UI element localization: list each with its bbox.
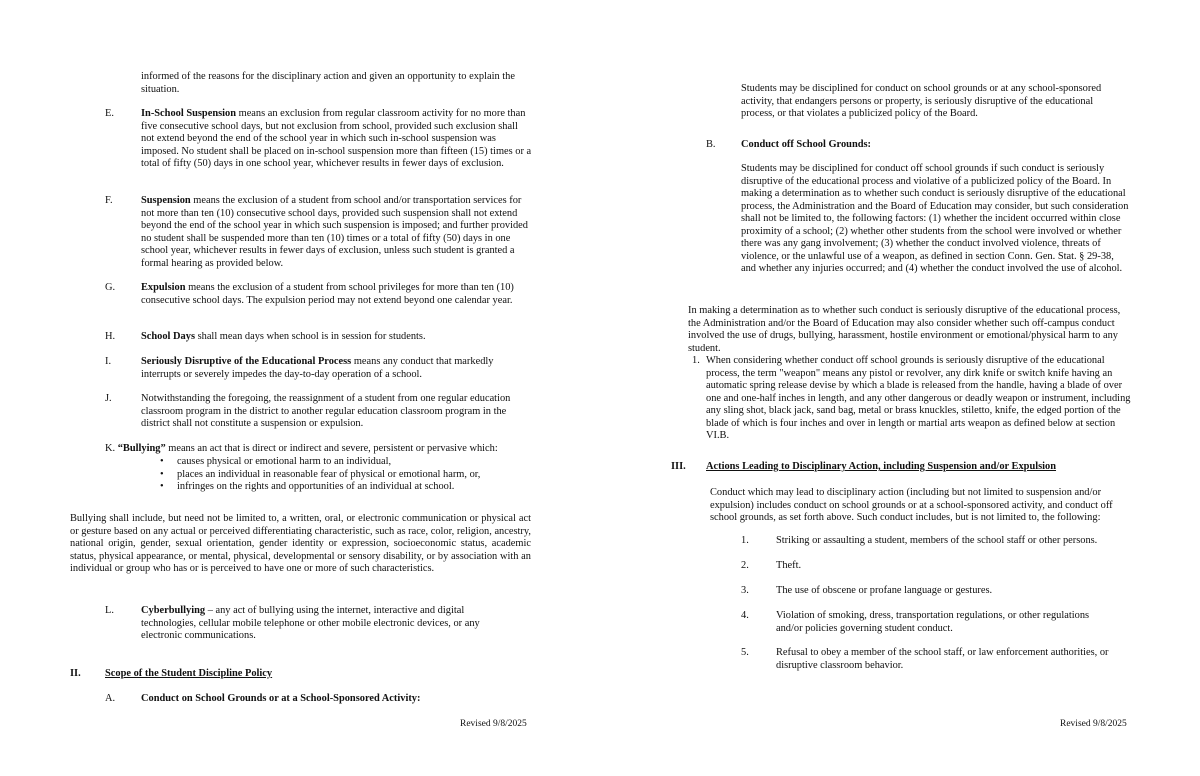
intro-paragraph: informed of the reasons for the disciplinary action and given an opportunity to explain the situation.: [141, 71, 515, 95]
term: School Days: [141, 331, 195, 342]
item-number: 1.: [692, 355, 700, 366]
subsection-title: Conduct on School Grounds or at a School-Sponsored Activity:: [141, 693, 421, 704]
term: Cyberbullying: [141, 605, 206, 616]
list-item: Refusal to obey a member of the school staff, or law enforcement authorities, or disruptive classroom behavior.: [776, 647, 1109, 671]
definition-text: means the exclusion of a student from school privileges for more than ten (10) consecutive school days. The expulsion period may not extend beyond one calendar year.: [141, 282, 514, 306]
section-title: Scope of the Student Discipline Policy: [105, 668, 273, 679]
term: In-School Suspension: [141, 108, 237, 119]
bullet-item: • causes physical or emotional harm to an individual,: [177, 456, 537, 469]
item-label: H.: [105, 331, 116, 342]
definition-text: means an act that is direct or indirect and severe, persistent or pervasive which:: [165, 443, 498, 454]
page-footer-revised: Revised 9/8/2025: [460, 719, 527, 729]
list-item: Striking or assaulting a student, members of the school staff or other persons.: [776, 535, 1098, 546]
conduct-list-intro: Conduct which may lead to disciplinary action (including but not limited to suspension and/or expulsion) includes conduct on school grounds or at a school-sponsored activity, and conduct off school grounds, as set forth above. Such conduct includes, but is not limited to, the following:: [710, 487, 1113, 523]
list-item: The use of obscene or profane language or gestures.: [776, 585, 993, 596]
list-number: 1.: [741, 535, 749, 546]
page-footer-revised: Revised 9/8/2025: [1060, 719, 1127, 729]
item-label: E.: [105, 108, 114, 119]
term: “Bullying”: [117, 443, 166, 454]
definition-text: means any conduct that markedly interrupts or severely impedes the day-to-day operation of a school.: [141, 356, 494, 380]
definition-text: means the exclusion of a student from school and/or transportation services for not more than ten (10) consecutive school days, provided such suspension shall not extend beyond the end of the school year in which such suspension is imposed; and further provided no student shall be suspended more than ten (10) times or a total of fifty (50) days in one school year, whichever results in fewer days of exclusion, unless such student is granted a formal hearing as provided below.: [141, 195, 528, 269]
list-item: Violation of smoking, dress, transportation regulations, or other regulations and/or policies governing student conduct.: [776, 610, 1090, 634]
definition-text: Notwithstanding the foregoing, the reassignment of a student from one regular education classroom program in the district to another regular education classroom program in the district shall not constitute a suspension or expulsion.: [141, 393, 511, 429]
conduct-off-grounds-paragraph: Students may be disciplined for conduct off school grounds if such conduct is seriously disruptive of the educational process and violative of a publicized policy of the Board. In making a determination as to whether such conduct is seriously disruptive of the educational process, the Administration and the Board of Education may consider, but such consideration shall not be limited to, the following factors: (1) whether the incident occurred within close proximity of a school; (2) whether other students from the school were involved or whether there was any gang involvement; (3) whether the conduct involved violence, threats of violence, or the unlawful use of a weapon, as defined in section Conn. Gen. Stat. § 29-38, and whether any injuries occurred; and (4) whether the conduct involved the use of alcohol.: [741, 163, 1129, 274]
bullying-bullet-list: [177, 456, 537, 494]
subsection-label: B.: [706, 139, 716, 150]
list-number: 3.: [741, 585, 749, 596]
subsection-title: Conduct off School Grounds:: [741, 139, 872, 150]
term: Suspension: [141, 195, 191, 206]
item-label: L.: [105, 605, 114, 616]
term: Expulsion: [141, 282, 186, 293]
item-label: F.: [105, 195, 113, 206]
document-page-right: [600, 0, 1200, 776]
item-label: K.: [105, 443, 116, 454]
definition-text: – any act of bullying using the internet, interactive and digital technologies, cellular mobile telephone or other mobile electronic devices, or any electronic communications.: [141, 605, 480, 641]
list-number: 4.: [741, 610, 749, 621]
item-label: J.: [105, 393, 112, 404]
bullying-paragraph: Bullying shall include, but need not be limited to, a written, oral, or electronic communication or physical act or gesture based on any actual or perceived differentiating characteristic, such as race, color, religion, ancestry, national origin, gender, sexual orientation, gender identity or expression, socioeconomic status, academic status, physical appearance, or mental, physical, developmental or sensory disability, or by association with an individual or group who has or is perceived to have one or more of such characteristics.: [70, 513, 531, 574]
bullet-item: • infringes on the rights and opportunities of an individual at school.: [177, 481, 537, 494]
list-number: 5.: [741, 647, 749, 658]
bullet-item: • places an individual in reasonable fear of physical or emotional harm, or,: [177, 469, 537, 482]
subsection-label: A.: [105, 693, 116, 704]
item-label: I.: [105, 356, 112, 367]
conduct-on-grounds-paragraph: Students may be disciplined for conduct on school grounds or at any school-sponsored activity, that endangers persons or property, is seriously disruptive of the educational process, or that violates a publicized policy of the Board.: [741, 83, 1102, 119]
off-campus-determination-paragraph: In making a determination as to whether such conduct is seriously disruptive of the educational process, the Administration and/or the Board of Education may also consider whether such off-campus conduct involved the use of drugs, bullying, harassment, hostile environment or emotional/physical harm to any student.: [688, 305, 1121, 354]
list-number: 2.: [741, 560, 749, 571]
weapon-text: When considering whether conduct off school grounds is seriously disruptive of the educational process, the term "weapon" means any pistol or revolver, any dirk knife or switch knife having an automatic spring release devise by which a blade is released from the handle, having a blade of over one and one-half inches in length, and any other dangerous or deadly weapon or instrument, including any sling shot, black jack, sand bag, metal or brass knuckles, stiletto, knife, the edged portion of the blade of which is four inches and over in length or martial arts weapon as defined below at section VI.B.: [706, 355, 1131, 441]
term: Seriously Disruptive of the Educational Process: [141, 356, 352, 367]
list-item: Theft.: [776, 560, 802, 571]
section-number: III.: [671, 461, 686, 472]
definition-text: means an exclusion from regular classroom activity for no more than five consecutive school days, but not exclusion from school, provided such exclusion shall not extend beyond the end of the school year in which such in-school suspension was imposed. No student shall be placed on in-school suspension more than fifteen (15) times or a total of fifty (50) days in one school year, whichever results in fewer days of exclusion.: [141, 108, 532, 169]
item-label: G.: [105, 282, 116, 293]
section-number: II.: [70, 668, 81, 679]
definition-text: shall mean days when school is in session for students.: [194, 331, 426, 342]
section-title: Actions Leading to Disciplinary Action, including Suspension and/or Expulsion: [706, 461, 1057, 472]
